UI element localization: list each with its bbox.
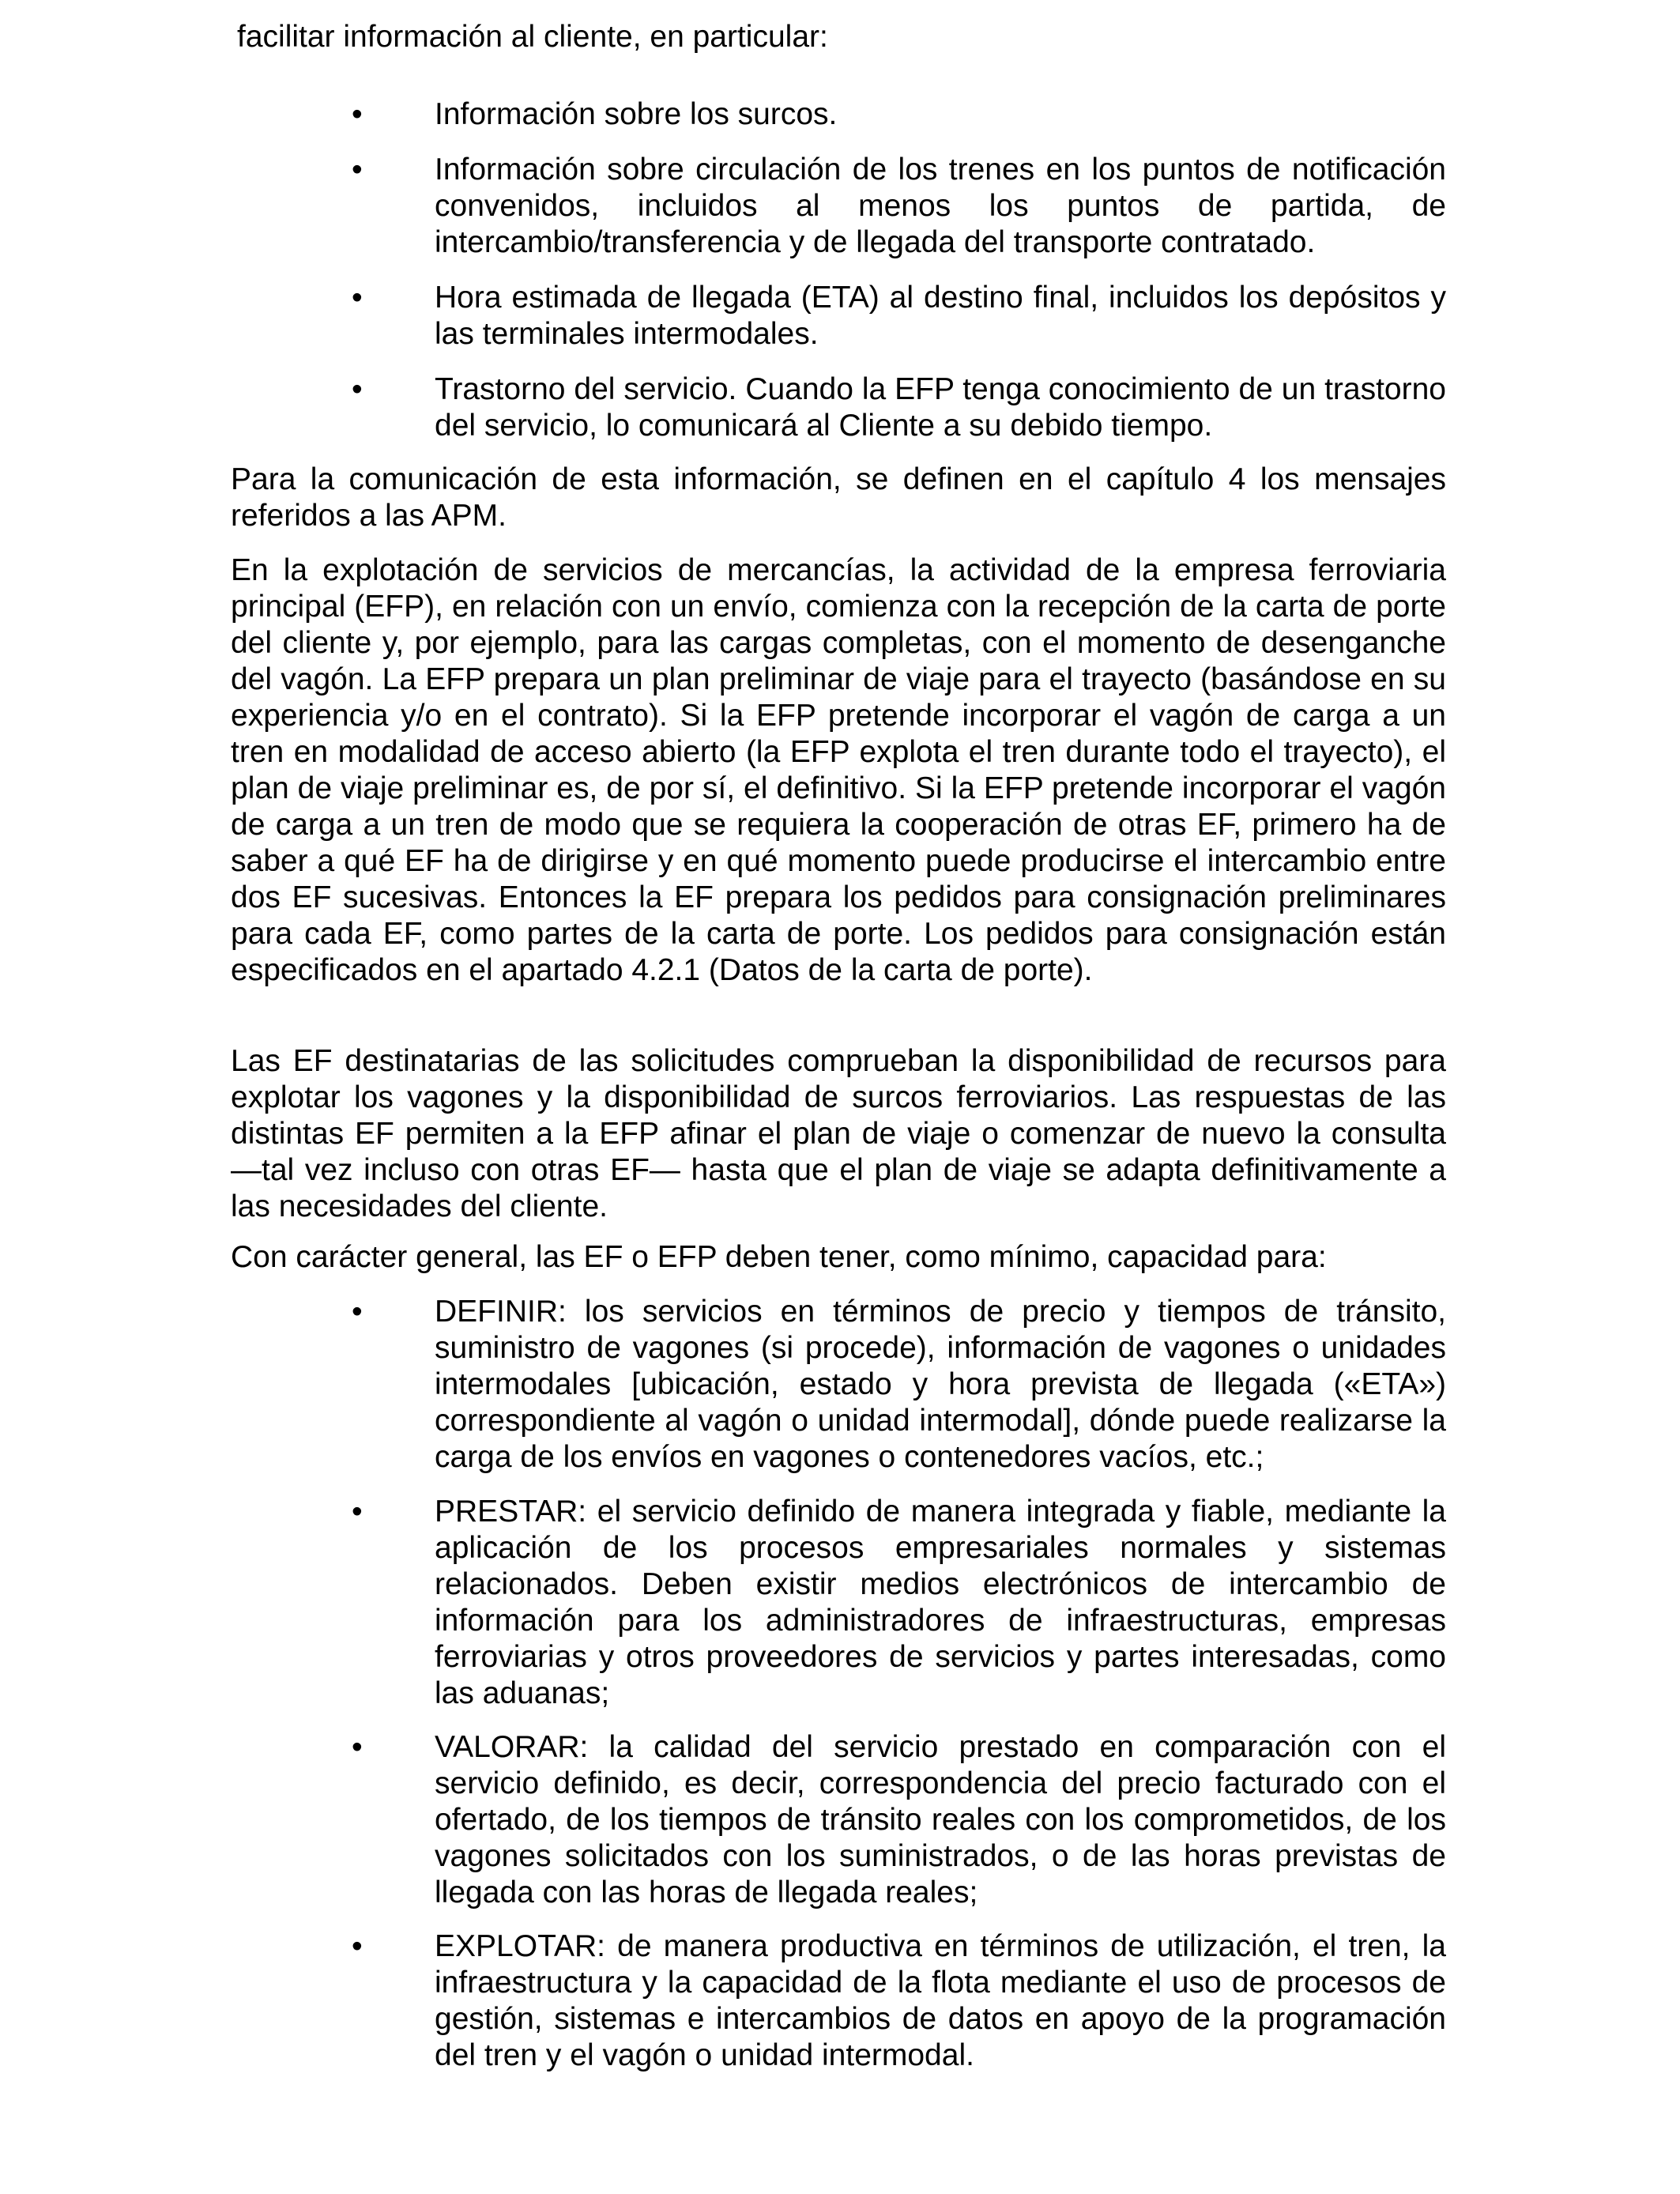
bullet-icon: • — [352, 97, 363, 131]
paragraph: En la explotación de servicios de mercancías, la actividad de la empresa ferroviaria principal (EFP), en relación con un envío, comienza con la recepción de la carta de porte del cliente y, por ejemplo, para las cargas completas, con el momento de desenganche del vagón. La EFP prepara un plan preliminar de viaje para el trayecto (basándose en su experiencia y/o en el contrato). Si la EFP pretende incorporar el vagón de carga a un tren en modalidad de acceso abierto (la EFP explota el tren durante todo el trayecto), el plan de viaje preliminar es, de por sí, el definitivo. Si la EFP pretende incorporar el vagón de carga a un tren de modo que se requiera la cooperación de otras EF, primero ha de saber a qué EF ha de dirigirse y en qué momento puede producirse el intercambio entre dos EF sucesivas. Entonces la EF prepara los pedidos para consignación preliminares para cada EF, como partes de la carta de porte. Los pedidos para consignación están especificados en el apartado 4.2.1 (Datos de la carta de porte). — [231, 553, 1446, 987]
bullet-icon: • — [352, 1495, 363, 1529]
list-item-text: EXPLOTAR: de manera productiva en términos de utilización, el tren, la infraestructura y la capacidad de la flota mediante el uso de procesos de gestión, sistemas e intercambios de datos en apoyo de la programación del tren y el vagón o unidad intermodal. — [435, 1929, 1446, 2072]
bullet-icon: • — [352, 153, 363, 187]
paragraph: Las EF destinatarias de las solicitudes comprueban la disponibilidad de recursos para explotar los vagones y la disponibilidad de surcos ferroviarios. Las respuestas de las distintas EF permiten a la EFP afinar el plan de viaje o comenzar de nuevo la consulta —tal vez incluso con otras EF— hasta que el plan de viaje se adapta definitivamente a las necesidades del cliente. — [231, 1044, 1446, 1223]
bullet-icon: • — [352, 372, 363, 406]
list-item-text: PRESTAR: el servicio definido de manera integrada y fiable, mediante la aplicación de los procesos empresariales normales y sistemas relacionados. Deben existir medios electrónicos de intercambio de información para los administradores de infraestructuras, empresas ferroviarias y otros proveedores de servicios y partes interesadas, como las aduanas; — [435, 1495, 1446, 1710]
bullet-icon: • — [352, 1730, 363, 1764]
paragraph: Con carácter general, las EF o EFP deben tener, como mínimo, capacidad para: — [231, 1240, 1327, 1274]
bullet-icon: • — [352, 1929, 363, 1963]
list-item-text: Trastorno del servicio. Cuando la EFP tenga conocimiento de un trastorno del servicio, lo comunicará al Cliente a su debido tiempo. — [435, 372, 1446, 443]
bullet-icon: • — [352, 281, 363, 315]
list-item-text: Información sobre circulación de los trenes en los puntos de notificación convenidos, incluidos al menos los puntos de partida, de intercambio/transferencia y de llegada del transporte contratado. — [435, 153, 1446, 259]
paragraph: Para la comunicación de esta información, se definen en el capítulo 4 los mensajes referidos a las APM. — [231, 462, 1446, 533]
list-item-text: Información sobre los surcos. — [435, 97, 838, 131]
intro-text: facilitar información al cliente, en particular: — [237, 20, 828, 54]
bullet-icon: • — [352, 1295, 363, 1329]
list-item-text: DEFINIR: los servicios en términos de precio y tiempos de tránsito, suministro de vagones (si procede), información de vagones o unidades intermodales [ubicación, estado y hora prevista de llegada («ETA») correspondiente al vagón o unidad intermodal], dónde puede realizarse la carga de los envíos en vagones o contenedores vacíos, etc.; — [435, 1295, 1446, 1474]
list-item-text: Hora estimada de llegada (ETA) al destino final, incluidos los depósitos y las terminales intermodales. — [435, 281, 1446, 351]
list-item-text: VALORAR: la calidad del servicio prestado en comparación con el servicio definido, es decir, correspondencia del precio facturado con el ofertado, de los tiempos de tránsito reales con los comprometidos, de los vagones solicitados con los suministrados, o de las horas previstas de llegada con las horas de llegada reales; — [435, 1730, 1446, 1909]
